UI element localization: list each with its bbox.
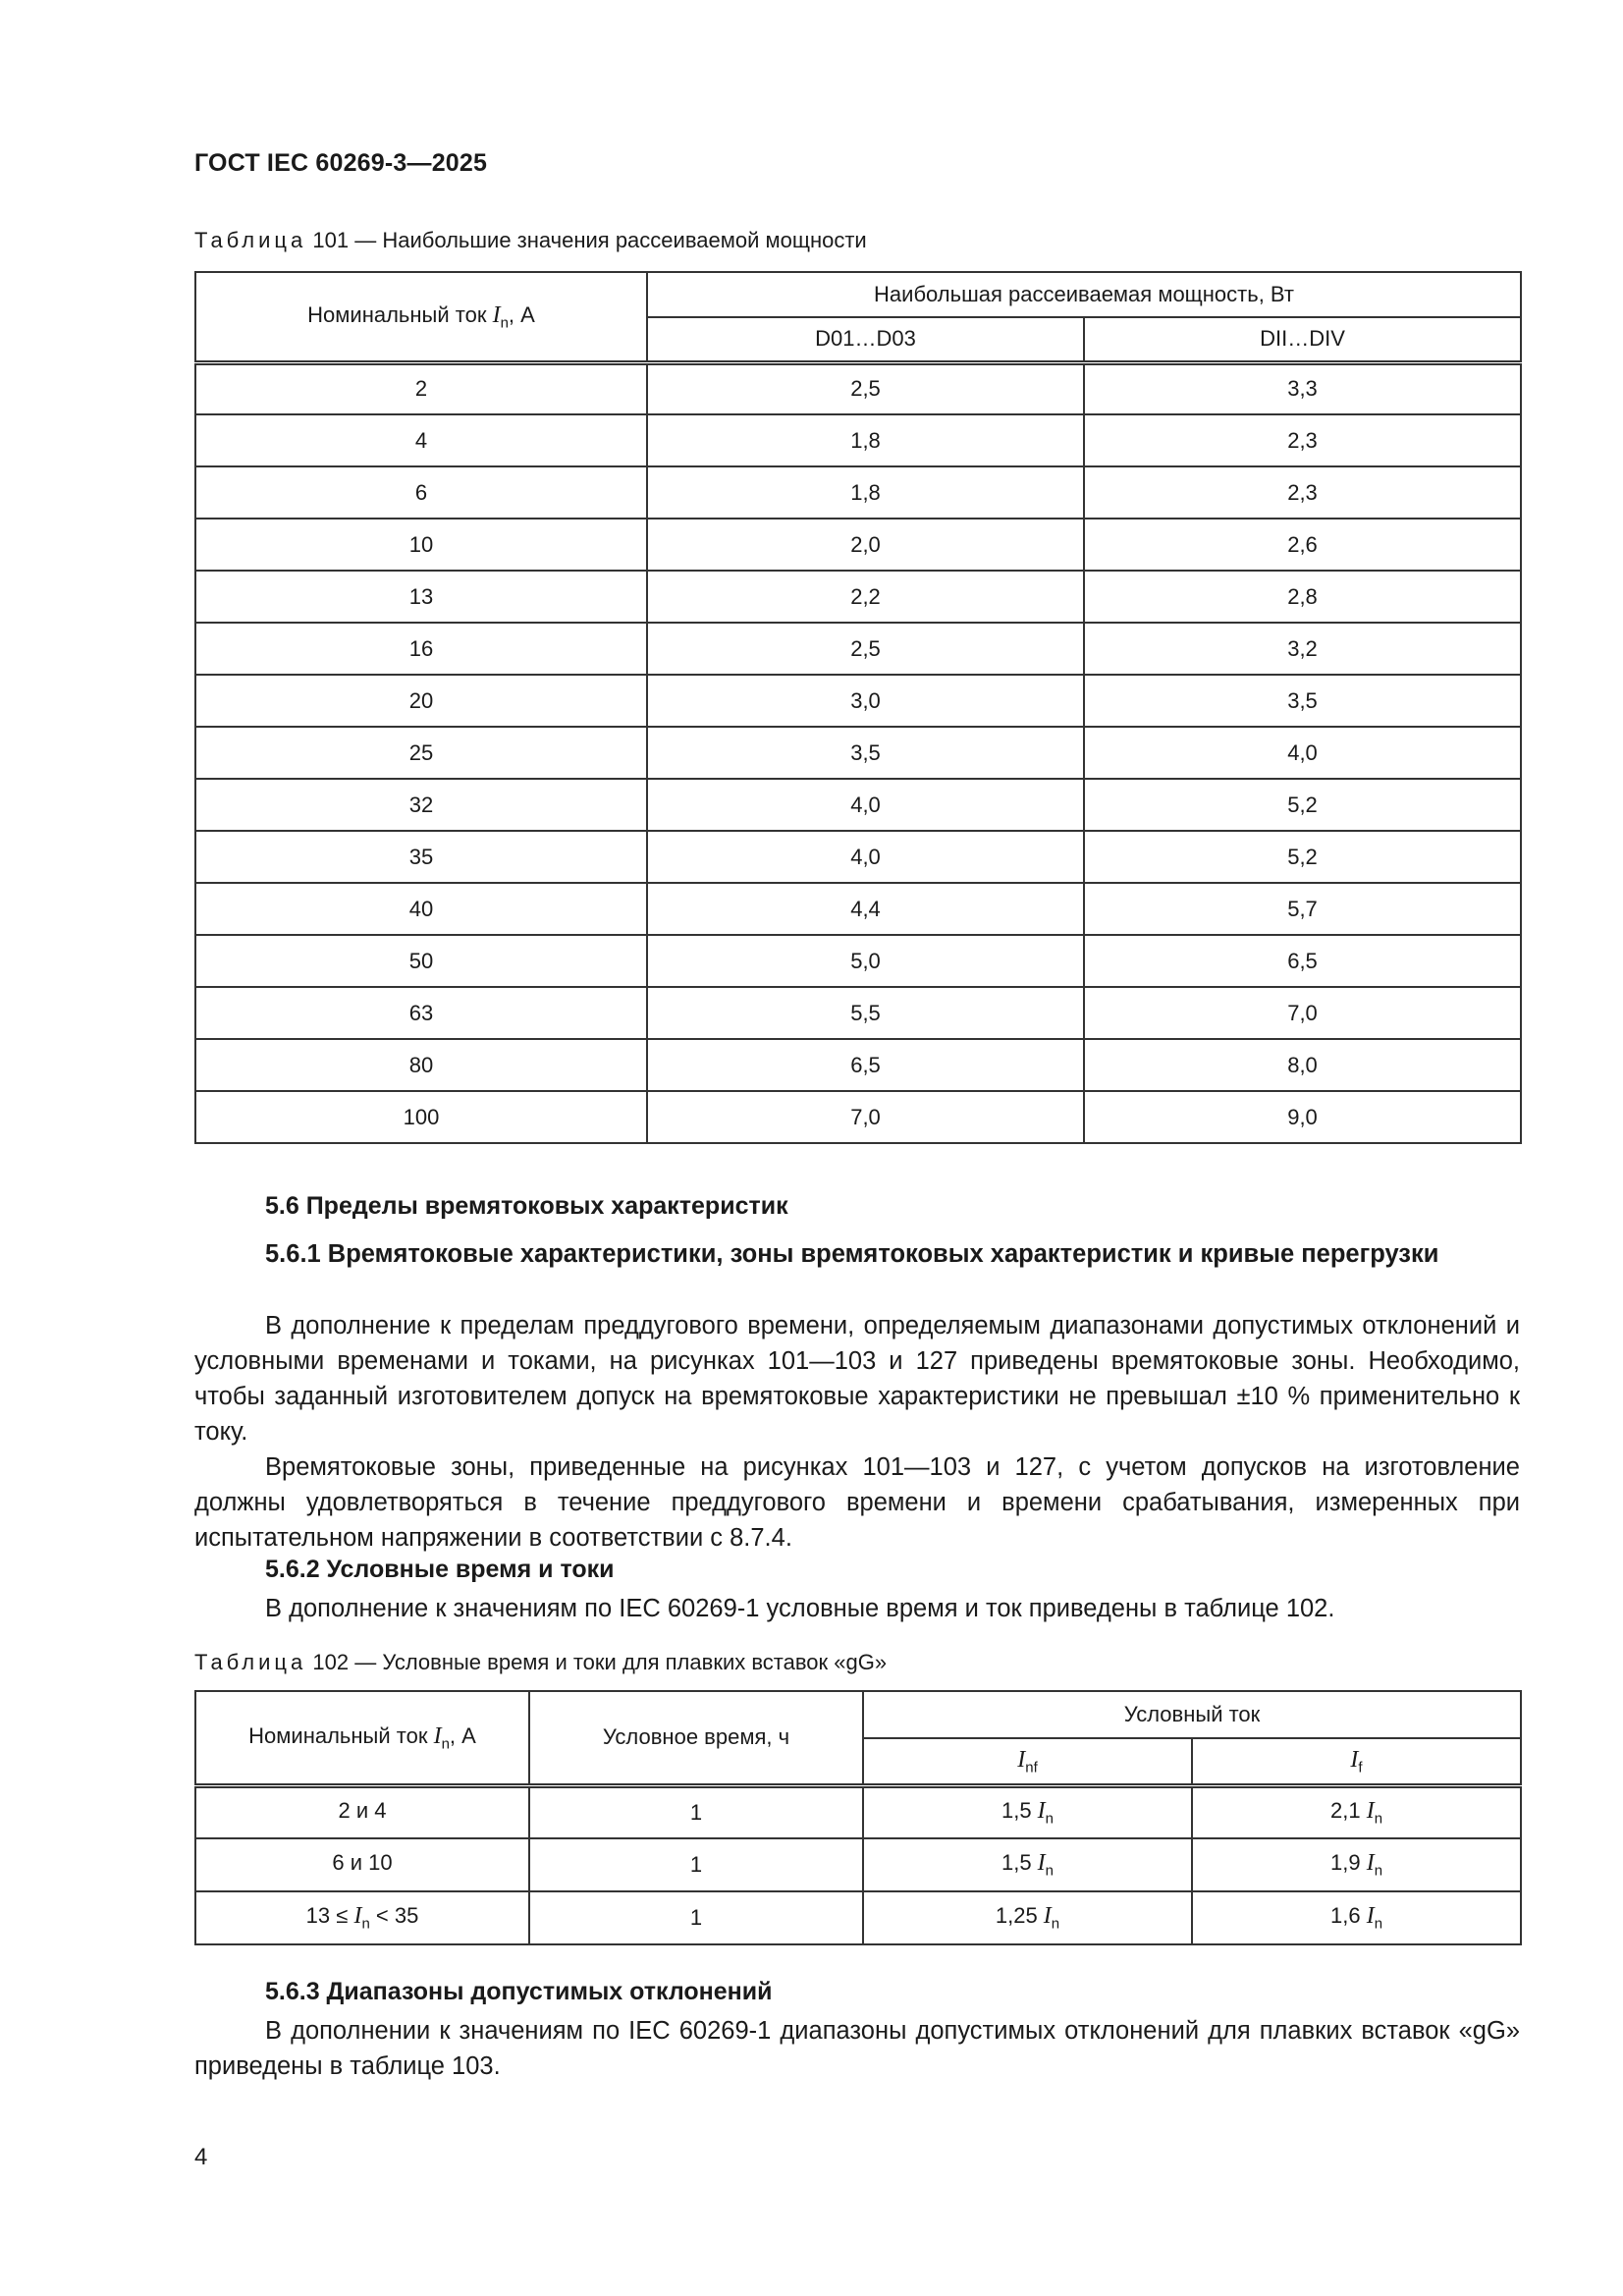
cell-dii: 8,0: [1084, 1039, 1521, 1091]
cell-dii: 7,0: [1084, 987, 1521, 1039]
table-row: [195, 987, 1521, 1039]
cell-d01: 2,2: [647, 571, 1084, 623]
header-conventional-time: Условное время, ч: [529, 1691, 863, 1785]
table-row: [195, 1891, 1521, 1944]
cell-dii: 2,3: [1084, 466, 1521, 519]
cell-time: 1: [529, 1785, 863, 1838]
cell-nominal-current: 2 и 4: [195, 1785, 529, 1838]
cell-current: 32: [195, 779, 647, 831]
table-caption-text: 102 — Условные время и токи для плавких вставок «gG»: [312, 1650, 888, 1674]
cell-inf: 1,5 $I_n$: [863, 1838, 1192, 1891]
cell-dii: 3,3: [1084, 362, 1521, 414]
cell-dii: 9,0: [1084, 1091, 1521, 1143]
cell-current: 40: [195, 883, 647, 935]
table-row: [195, 1039, 1521, 1091]
table-row: [195, 362, 1521, 414]
section-5-6-1-para-2: Времятоковые зоны, приведенные на рисунках 101—103 и 127, с учетом допусков на изготовление должны удовлетворяться в течение преддугового времени и времени срабатывания, измеренных при испытательном напряжении в соответствии с 8.7.4.: [194, 1453, 1520, 1552]
header-inf: $I_{nf}$: [863, 1738, 1192, 1785]
section-5-6-3-title: 5.6.3 Диапазоны допустимых отклонений: [265, 1978, 773, 2005]
table-word: Таблица: [194, 1650, 307, 1674]
table-row: [195, 1785, 1521, 1838]
cell-current: 25: [195, 727, 647, 779]
cell-current: 35: [195, 831, 647, 883]
cell-nominal-current: $13 \le I_n < 35$: [195, 1891, 529, 1944]
section-5-6-title: 5.6 Пределы времятоковых характеристик: [265, 1192, 788, 1220]
table-row: [195, 519, 1521, 571]
table-row: [195, 883, 1521, 935]
header-nominal-current: Номинальный ток $I_n$, А: [195, 1691, 529, 1785]
cell-d01: 6,5: [647, 1039, 1084, 1091]
table-101-caption: [194, 228, 867, 253]
table-row: [195, 571, 1521, 623]
cell-current: 2: [195, 362, 647, 414]
cell-dii: 6,5: [1084, 935, 1521, 987]
header-nominal-current: Номинальный ток $I_n$, А: [195, 272, 647, 362]
cell-current: 20: [195, 675, 647, 727]
cell-d01: 4,4: [647, 883, 1084, 935]
cell-d01: 1,8: [647, 414, 1084, 466]
table-row: [195, 675, 1521, 727]
table-row: [195, 466, 1521, 519]
cell-dii: 4,0: [1084, 727, 1521, 779]
cell-current: 16: [195, 623, 647, 675]
cell-current: 10: [195, 519, 647, 571]
table-word: Таблица: [194, 228, 307, 252]
cell-inf: 1,5 $I_n$: [863, 1785, 1192, 1838]
document-code: ГОСТ IEC 60269-3—2025: [194, 149, 488, 177]
page-number: 4: [194, 2144, 208, 2170]
cell-current: 63: [195, 987, 647, 1039]
cell-dii: 5,2: [1084, 831, 1521, 883]
table-102: [194, 1690, 1522, 1945]
section-5-6-1-title: 5.6.1 Времятоковые характеристики, зоны времятоковых характеристик и кривые перегрузки: [265, 1240, 1439, 1268]
cell-current: 80: [195, 1039, 647, 1091]
section-5-6-1-para-1: В дополнение к пределам преддугового времени, определяемым диапазонами допустимых отклонений и условными временами и токами, на рисунках 101—103 и 127 приведены времятоковые зоны. Необходимо, чтобы заданный изготовителем допуск на времятоковые характеристики не превышал ±10 % применительно к току.: [194, 1312, 1520, 1446]
cell-time: 1: [529, 1891, 863, 1944]
table-row: [195, 935, 1521, 987]
cell-if: 2,1 $I_n$: [1192, 1785, 1521, 1838]
cell-d01: 5,0: [647, 935, 1084, 987]
table-row: [195, 1091, 1521, 1143]
cell-dii: 2,6: [1084, 519, 1521, 571]
cell-current: 4: [195, 414, 647, 466]
cell-if: 1,6 $I_n$: [1192, 1891, 1521, 1944]
cell-current: 6: [195, 466, 647, 519]
cell-d01: 7,0: [647, 1091, 1084, 1143]
cell-dii: 2,8: [1084, 571, 1521, 623]
section-5-6-3-para-1: В дополнении к значениям по IEC 60269-1 диапазоны допустимых отклонений для плавких вставок «gG» приведены в таблице 103.: [194, 2017, 1520, 2080]
cell-time: 1: [529, 1838, 863, 1891]
cell-d01: 3,0: [647, 675, 1084, 727]
header-max-power: Наибольшая рассеиваемая мощность, Вт: [647, 272, 1521, 317]
cell-dii: 3,5: [1084, 675, 1521, 727]
cell-d01: 4,0: [647, 831, 1084, 883]
cell-d01: 2,5: [647, 623, 1084, 675]
section-5-6-2-para-1: В дополнение к значениям по IEC 60269-1 условные время и ток приведены в таблице 102.: [265, 1595, 1335, 1622]
header-dii-div: DII…DIV: [1084, 317, 1521, 362]
cell-inf: 1,25 $I_n$: [863, 1891, 1192, 1944]
header-conventional-current: Условный ток: [863, 1691, 1521, 1738]
cell-nominal-current: 6 и 10: [195, 1838, 529, 1891]
cell-if: 1,9 $I_n$: [1192, 1838, 1521, 1891]
table-row: [195, 727, 1521, 779]
table-102-caption: [194, 1650, 887, 1675]
section-5-6-2-title: 5.6.2 Условные время и токи: [265, 1556, 615, 1583]
cell-d01: 2,5: [647, 362, 1084, 414]
header-if: $I_f$: [1192, 1738, 1521, 1785]
cell-d01: 4,0: [647, 779, 1084, 831]
cell-dii: 3,2: [1084, 623, 1521, 675]
cell-current: 50: [195, 935, 647, 987]
table-row: [195, 414, 1521, 466]
table-row: [195, 831, 1521, 883]
cell-dii: 5,7: [1084, 883, 1521, 935]
cell-d01: 2,0: [647, 519, 1084, 571]
table-row: [195, 1838, 1521, 1891]
header-d01-d03: D01…D03: [647, 317, 1084, 362]
table-row: [195, 779, 1521, 831]
table-101: [194, 271, 1522, 1144]
cell-d01: 5,5: [647, 987, 1084, 1039]
cell-dii: 2,3: [1084, 414, 1521, 466]
cell-current: 13: [195, 571, 647, 623]
cell-current: 100: [195, 1091, 647, 1143]
cell-d01: 3,5: [647, 727, 1084, 779]
cell-d01: 1,8: [647, 466, 1084, 519]
cell-dii: 5,2: [1084, 779, 1521, 831]
table-caption-text: 101 — Наибольшие значения рассеиваемой мощности: [312, 228, 867, 252]
table-row: [195, 623, 1521, 675]
